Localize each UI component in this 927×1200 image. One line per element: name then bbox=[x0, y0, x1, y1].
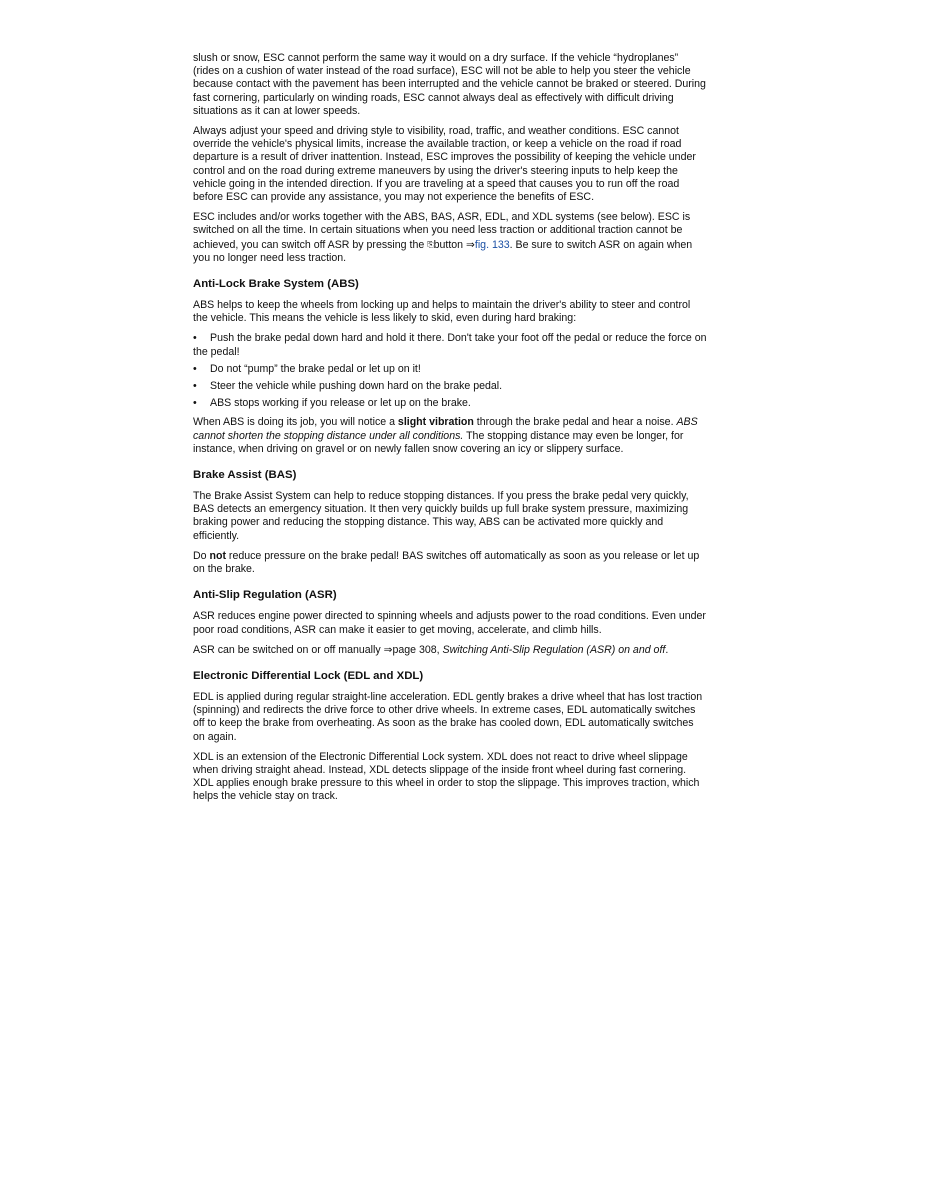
abs-bullet-list bbox=[193, 332, 707, 410]
manual-page bbox=[193, 52, 707, 811]
list-item-text: ABS stops working if you release or let up on the brake. bbox=[210, 397, 471, 410]
asr-p2-italic-reference: Switching Anti-Slip Regulation (ASR) on and off bbox=[442, 643, 666, 656]
xdl-paragraph: XDL is an extension of the Electronic Differential Lock system. XDL does not react to drive wheel slippage when driving straight ahead. Instead, XDL detects slippage of the inside front wheel during fast cornering. XDL applies enough brake pressure to this wheel in order to stop the slippage. This improves traction, which helps the vehicle stay on track. bbox=[193, 750, 700, 803]
edl-heading: Electronic Differential Lock (EDL and XDL) bbox=[193, 669, 424, 682]
esc-paragraph-2: Always adjust your speed and driving style to visibility, road, traffic, and weather conditions. ESC cannot override the vehicle's physical limits, increase the available traction, or keep a vehicle on the road if road departure is a result of driver inattention. Instead, ESC improves the possibility of keeping the vehicle under control and on the road during extreme maneuvers by using the driver's steering inputs to help keep the vehicle going in the intended direction. If you are traveling at a speed that causes you to run off the road before ESC can provide any assistance, you may not experience the benefits of ESC. bbox=[193, 125, 696, 204]
abs-p2-text-b: through the brake pedal and hear a noise. bbox=[473, 416, 677, 429]
bas-paragraph-1: The Brake Assist System can help to reduce stopping distances. If you press the brake pedal very quickly, BAS detects an emergency situation. It then very quickly builds up full brake system pressure, maximizing braking power and reducing the stopping distance. This way, ABS can be activated more quickly and efficiently. bbox=[193, 490, 689, 542]
bas-p2-text-a: Do bbox=[193, 549, 210, 562]
edl-paragraph-1: EDL is applied during regular straight-line acceleration. EDL gently brakes a drive wheel that has lost traction (spinning) and redirects the drive force to other drive wheels. In extreme cases, EDL automatically switches off to keep the brake from overheating. As soon as the brake has cooled down, EDL automatically switches on again. bbox=[193, 690, 703, 743]
asr-paragraph-1: ASR reduces engine power directed to spinning wheels and adjusts power to the road conditions. Even under poor road conditions, ASR can make it easier to get moving, accelerate, and climb hills. bbox=[193, 610, 706, 636]
list-item bbox=[193, 397, 707, 410]
bas-p2-text-b: reduce pressure on the brake pedal! BAS switches off automatically as soon as you release or let up on the brake. bbox=[193, 549, 700, 576]
list-item-text: Steer the vehicle while pushing down hard on the brake pedal. bbox=[210, 380, 503, 393]
esc-p3-text-b: button ⇒ bbox=[433, 238, 475, 251]
esc-p3-text-a: ESC includes and/or works together with the ABS, BAS, ASR, EDL, and XDL systems (see below). ESC is switched on all the time. In certain situations when you need less traction or additional traction cannot be achieved, you can switch off ASR by pressing the bbox=[193, 211, 691, 251]
list-item-text: Do not “pump” the brake pedal or let up on it! bbox=[210, 362, 421, 375]
esc-p3-text-c: . Be sure to switch ASR on again when you no longer need less traction. bbox=[193, 238, 693, 264]
bullet-icon: • bbox=[193, 332, 197, 345]
abs-p2-bold: slight vibration bbox=[397, 416, 474, 429]
list-item-text: Push the brake pedal down hard and hold it there. Don't take your foot off the pedal or reduce the force on the pedal! bbox=[193, 332, 707, 358]
bullet-icon: • bbox=[193, 397, 197, 410]
abs-paragraph-2 bbox=[193, 416, 707, 456]
asr-button-icon: ⎘ bbox=[427, 239, 434, 249]
list-item bbox=[193, 380, 707, 393]
abs-p2-text-c: The stopping distance may even be longer, for instance, when driving on gravel or on newly fallen snow covering an icy or slippery surface. bbox=[193, 429, 684, 455]
list-item bbox=[193, 363, 707, 376]
abs-p2-text-a: When ABS is doing its job, you will notice a bbox=[193, 416, 398, 429]
asr-p2-text-b: . bbox=[665, 643, 669, 656]
asr-heading: Anti-Slip Regulation (ASR) bbox=[193, 589, 337, 602]
esc-paragraph-3 bbox=[193, 211, 707, 265]
asr-paragraph-2 bbox=[193, 644, 707, 657]
bas-p2-bold: not bbox=[209, 549, 226, 562]
abs-paragraph-1: ABS helps to keep the wheels from locking up and helps to maintain the driver's ability to steer and control the vehicle. This means the vehicle is less likely to skid, even during hard braking: bbox=[193, 299, 691, 325]
bas-paragraph-2 bbox=[193, 550, 707, 576]
bas-heading: Brake Assist (BAS) bbox=[193, 469, 297, 482]
asr-p2-text-a: ASR can be switched on or off manually ⇒page 308, bbox=[193, 643, 443, 656]
esc-paragraph-1: slush or snow, ESC cannot perform the same way it would on a dry surface. If the vehicle “hydroplanes” (rides on a cushion of water instead of the road surface), ESC will not be able to help you steer the vehicle because contact with the pavement has been interrupted and the vehicle cannot be braked or steered. During fast cornering, particularly on winding roads, ESC cannot always deal as effectively with difficult driving situations as it can at lower speeds. bbox=[193, 52, 706, 117]
bullet-icon: • bbox=[193, 380, 197, 393]
fig-133-link[interactable]: fig. 133 bbox=[474, 238, 510, 251]
list-item bbox=[193, 332, 707, 358]
bullet-icon: • bbox=[193, 362, 197, 375]
abs-p2-italic: ABS cannot shorten the stopping distance under all conditions. bbox=[193, 416, 698, 442]
abs-heading: Anti-Lock Brake System (ABS) bbox=[193, 278, 359, 291]
